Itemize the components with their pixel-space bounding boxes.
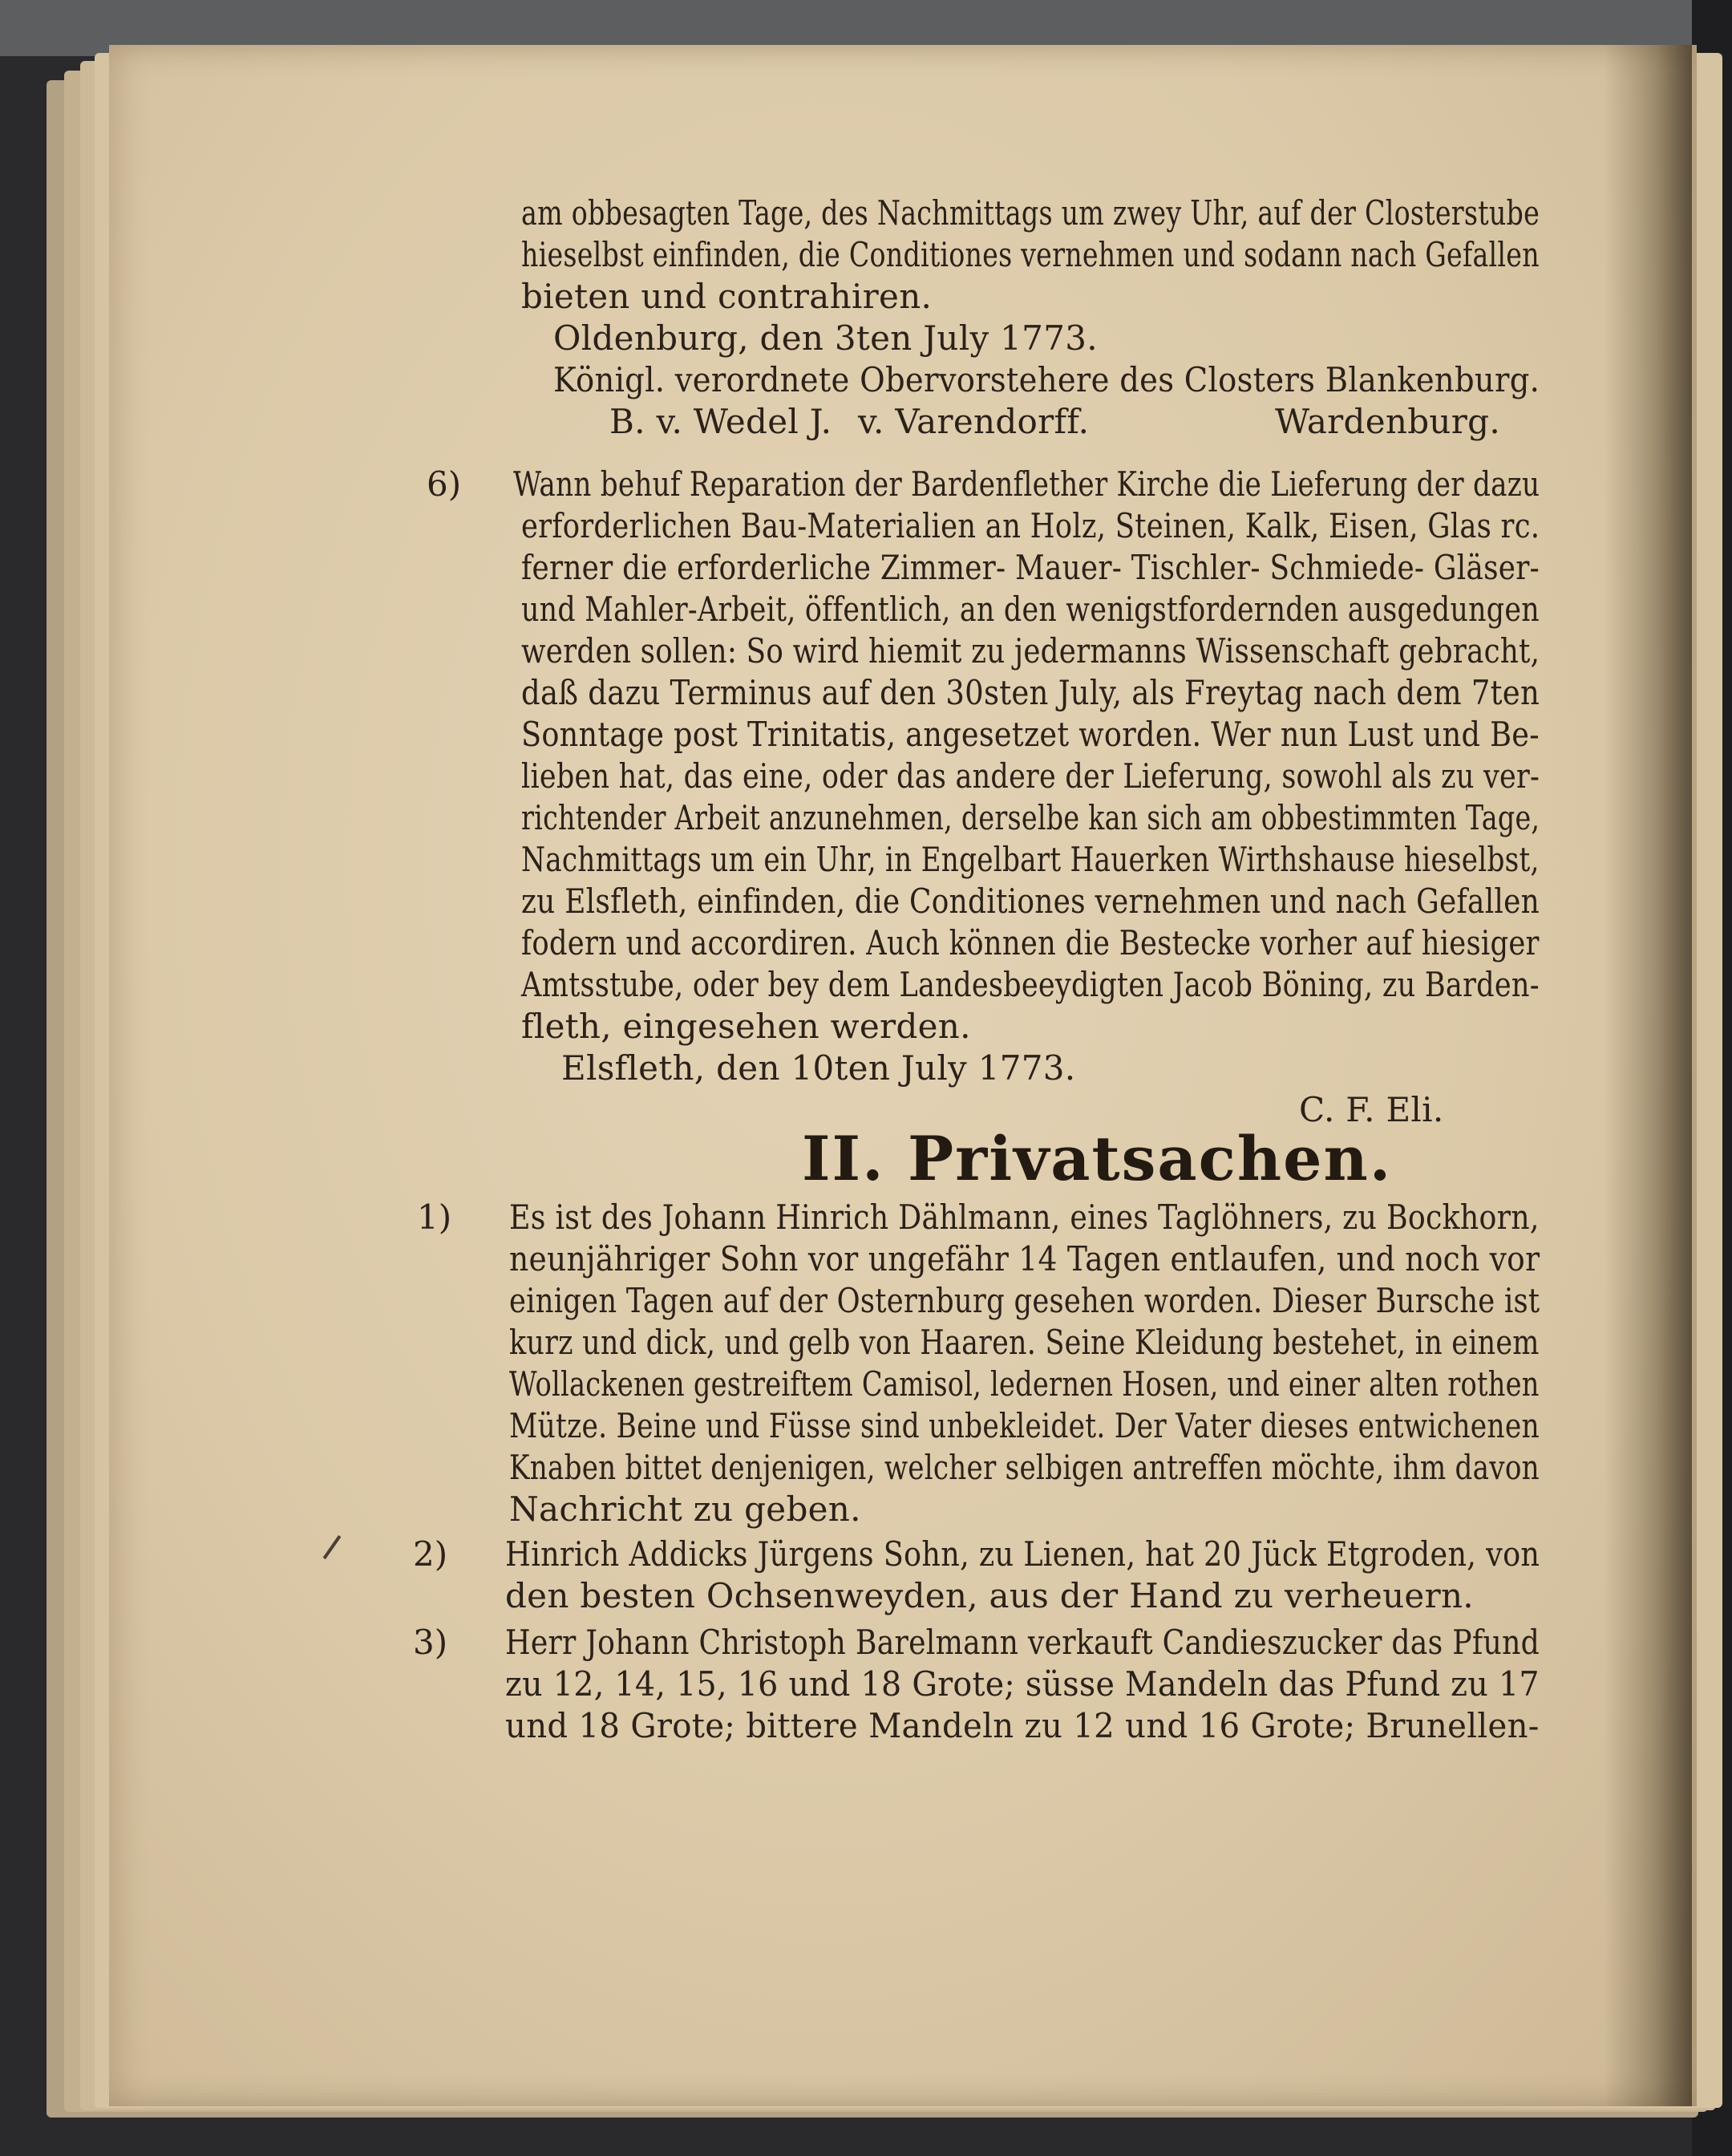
text-line: fodern und accordiren. Auch können die Bestecke vorher auf hiesiger: [521, 923, 1540, 962]
place-date: Oldenburg, den 3ten July 1773.: [553, 318, 1098, 358]
text-line: am obbesagten Tage, des Nachmittags um zwey Uhr, auf der Closterstube: [521, 193, 1540, 233]
text-line: werden sollen: So wird hiemit zu jedermanns Wissenschaft gebracht,: [521, 631, 1540, 671]
signature: v. Varendorff.: [858, 402, 1090, 441]
text-line: daß dazu Terminus auf den 30sten July, als Freytag nach dem 7ten: [521, 673, 1540, 712]
text-line: Es ist des Johann Hinrich Dählmann, eines Taglöhners, zu Bockhorn,: [509, 1198, 1540, 1237]
text-line: Mütze. Beine und Füsse sind unbekleidet. Der Vater dieses entwichenen: [509, 1406, 1540, 1445]
text-line: Hinrich Addicks Jürgens Sohn, zu Lienen, hat 20 Jück Etgroden, von: [505, 1534, 1540, 1574]
text-line: den besten Ochsenweyden, aus der Hand zu verheuern.: [505, 1576, 1474, 1615]
text-line: Sonntage post Trinitatis, angesetzet worden. Wer nun Lust und Be-: [521, 715, 1540, 754]
signature: Wardenburg.: [1275, 402, 1500, 441]
text-line: einigen Tagen auf der Osternburg gesehen worden. Dieser Bursche ist: [509, 1281, 1540, 1320]
text-line: Nachricht zu geben.: [509, 1489, 861, 1529]
item-number: 3): [413, 1623, 448, 1662]
item-number: 2): [413, 1534, 448, 1574]
text-line: Wollackenen gestreiftem Camisol, ledernen Hosen, und einer alten rothen: [509, 1364, 1540, 1404]
item-number: 1): [417, 1198, 452, 1237]
text-line: neunjähriger Sohn vor ungefähr 14 Tagen entlaufen, und noch vor: [509, 1239, 1540, 1279]
signature: B. v. Wedel J.: [609, 402, 832, 441]
text-line: hieselbst einfinden, die Conditiones vernehmen und sodann nach Gefallen: [521, 235, 1540, 274]
text-line: und 18 Grote; bittere Mandeln zu 12 und 16 Grote; Brunellen-: [505, 1706, 1540, 1745]
text-line: zu Elsfleth, einfinden, die Conditiones vernehmen und nach Gefallen: [521, 881, 1540, 921]
section-heading: II. Privatsachen.: [802, 1123, 1393, 1194]
text-line: Herr Johann Christoph Barelmann verkauft Candieszucker das Pfund: [505, 1623, 1540, 1662]
text-line: Wann behuf Reparation der Bardenflether Kirche die Lieferung der dazu: [513, 464, 1540, 504]
signatory-title: Königl. verordnete Obervorstehere des Closters Blankenburg.: [553, 360, 1540, 399]
item-number: 6): [427, 464, 462, 504]
text-line: und Mahler-Arbeit, öffentlich, an den wenigstfordernden ausgedungen: [521, 590, 1540, 629]
text-line: bieten und contrahiren.: [521, 277, 933, 316]
text-line: fleth, eingesehen werden.: [521, 1007, 971, 1046]
text-line: lieben hat, das eine, oder das andere der Lieferung, sowohl als zu ver-: [521, 756, 1540, 796]
text-line: kurz und dick, und gelb von Haaren. Seine Kleidung bestehet, in einem: [509, 1323, 1540, 1362]
place-date: Elsfleth, den 10ten July 1773.: [561, 1048, 1076, 1088]
text-line: Nachmittags um ein Uhr, in Engelbart Hauerken Wirthshause hieselbst,: [521, 840, 1540, 879]
text-line: richtender Arbeit anzunehmen, derselbe kan sich am obbestimmten Tage,: [521, 798, 1540, 837]
text-line: Amtsstube, oder bey dem Landesbeeydigten Jacob Böning, zu Barden-: [521, 965, 1540, 1004]
text-line: Knaben bittet denjenigen, welcher selbigen antreffen möchte, ihm davon: [509, 1448, 1540, 1487]
gutter-shadow: [1604, 45, 1692, 2106]
text-line: ferner die erforderliche Zimmer- Mauer- Tischler- Schmiede- Gläser-: [521, 548, 1540, 587]
text-line: zu 12, 14, 15, 16 und 18 Grote; süsse Mandeln das Pfund zu 17: [505, 1664, 1540, 1704]
signature: C. F. Eli.: [1299, 1090, 1444, 1129]
text-line: erforderlichen Bau-Materialien an Holz, Steinen, Kalk, Eisen, Glas rc.: [521, 506, 1540, 545]
